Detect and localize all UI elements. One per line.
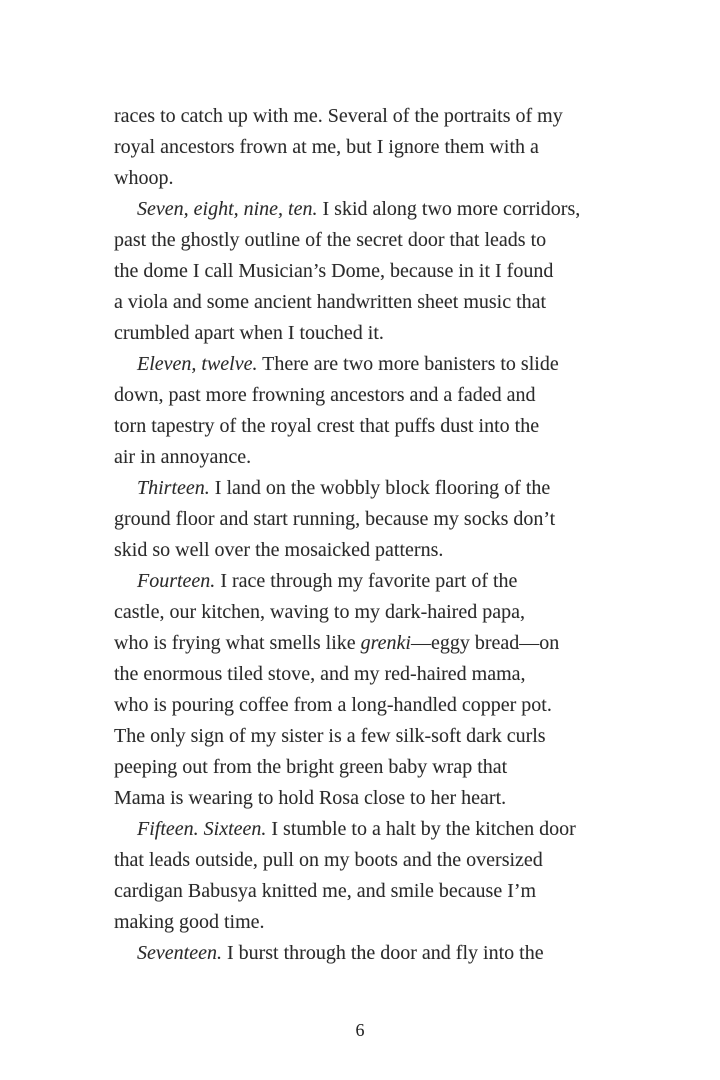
text-line xyxy=(114,938,630,969)
text-line xyxy=(114,752,630,783)
text-line xyxy=(114,101,630,132)
text-line xyxy=(114,287,630,318)
text-segment: skid so well over the mosaicked patterns. xyxy=(114,539,444,561)
text-line xyxy=(114,504,630,535)
italic-phrase: Thirteen. xyxy=(137,477,210,499)
text-line xyxy=(114,628,630,659)
text-segment: past the ghostly outline of the secret door that leads to xyxy=(114,229,547,251)
italic-phrase: Fourteen. xyxy=(137,570,216,592)
text-line xyxy=(114,535,630,566)
italic-phrase: grenki xyxy=(360,632,411,654)
text-line xyxy=(114,318,630,349)
text-line xyxy=(114,566,630,597)
text-line xyxy=(114,783,630,814)
italic-phrase: Seventeen. xyxy=(137,942,222,964)
text-line xyxy=(114,163,630,194)
text-segment: making good time. xyxy=(114,911,265,933)
text-line xyxy=(114,876,630,907)
text-segment: I stumble to a halt by the kitchen door xyxy=(266,818,576,840)
text-segment: ground floor and start running, because my socks don’t xyxy=(114,508,556,530)
text-line xyxy=(114,814,630,845)
text-line xyxy=(114,256,630,287)
text-line xyxy=(114,845,630,876)
text-segment: The only sign of my sister is a few silk-soft dark curls xyxy=(114,725,546,747)
text-line xyxy=(114,194,630,225)
text-segment: —eggy bread—on xyxy=(411,632,560,654)
text-segment: down, past more frowning ancestors and a faded and xyxy=(114,384,536,406)
text-line xyxy=(114,380,630,411)
text-segment: cardigan Babusya knitted me, and smile because I’m xyxy=(114,880,537,902)
text-segment: air in annoyance. xyxy=(114,446,252,468)
text-segment: races to catch up with me. Several of the portraits of my xyxy=(114,105,563,127)
text-line xyxy=(114,411,630,442)
text-line xyxy=(114,597,630,628)
text-segment: the enormous tiled stove, and my red-haired mama, xyxy=(114,663,526,685)
text-line xyxy=(114,907,630,938)
italic-phrase: Seven, eight, nine, ten. xyxy=(137,198,318,220)
page-text xyxy=(114,101,630,969)
text-segment: I race through my favorite part of the xyxy=(215,570,518,592)
text-line xyxy=(114,473,630,504)
text-segment: who is pouring coffee from a long-handled copper pot. xyxy=(114,694,552,716)
text-segment: I land on the wobbly block flooring of the xyxy=(209,477,551,499)
text-line xyxy=(114,225,630,256)
text-line xyxy=(114,349,630,380)
text-line xyxy=(114,659,630,690)
page-number: 6 xyxy=(355,1020,365,1040)
text-line xyxy=(114,442,630,473)
text-line xyxy=(114,132,630,163)
text-segment: torn tapestry of the royal crest that puffs dust into the xyxy=(114,415,540,437)
text-segment: who is frying what smells like xyxy=(114,632,361,654)
text-segment: crumbled apart when I touched it. xyxy=(114,322,384,344)
text-segment: a viola and some ancient handwritten sheet music that xyxy=(114,291,547,313)
italic-phrase: Fifteen. Sixteen. xyxy=(137,818,267,840)
text-segment: There are two more banisters to slide xyxy=(257,353,559,375)
text-segment: castle, our kitchen, waving to my dark-haired papa, xyxy=(114,601,525,623)
text-line xyxy=(114,690,630,721)
text-segment: royal ancestors frown at me, but I ignore them with a xyxy=(114,136,539,158)
text-segment: that leads outside, pull on my boots and the oversized xyxy=(114,849,543,871)
text-segment: peeping out from the bright green baby wrap that xyxy=(114,756,508,778)
italic-phrase: Eleven, twelve. xyxy=(137,353,258,375)
text-segment: Mama is wearing to hold Rosa close to her heart. xyxy=(114,787,507,809)
text-segment: I burst through the door and fly into the xyxy=(221,942,544,964)
text-segment: I skid along two more corridors, xyxy=(317,198,581,220)
text-line xyxy=(114,721,630,752)
text-segment: whoop. xyxy=(114,167,174,189)
text-segment: the dome I call Musician’s Dome, because in it I found xyxy=(114,260,554,282)
